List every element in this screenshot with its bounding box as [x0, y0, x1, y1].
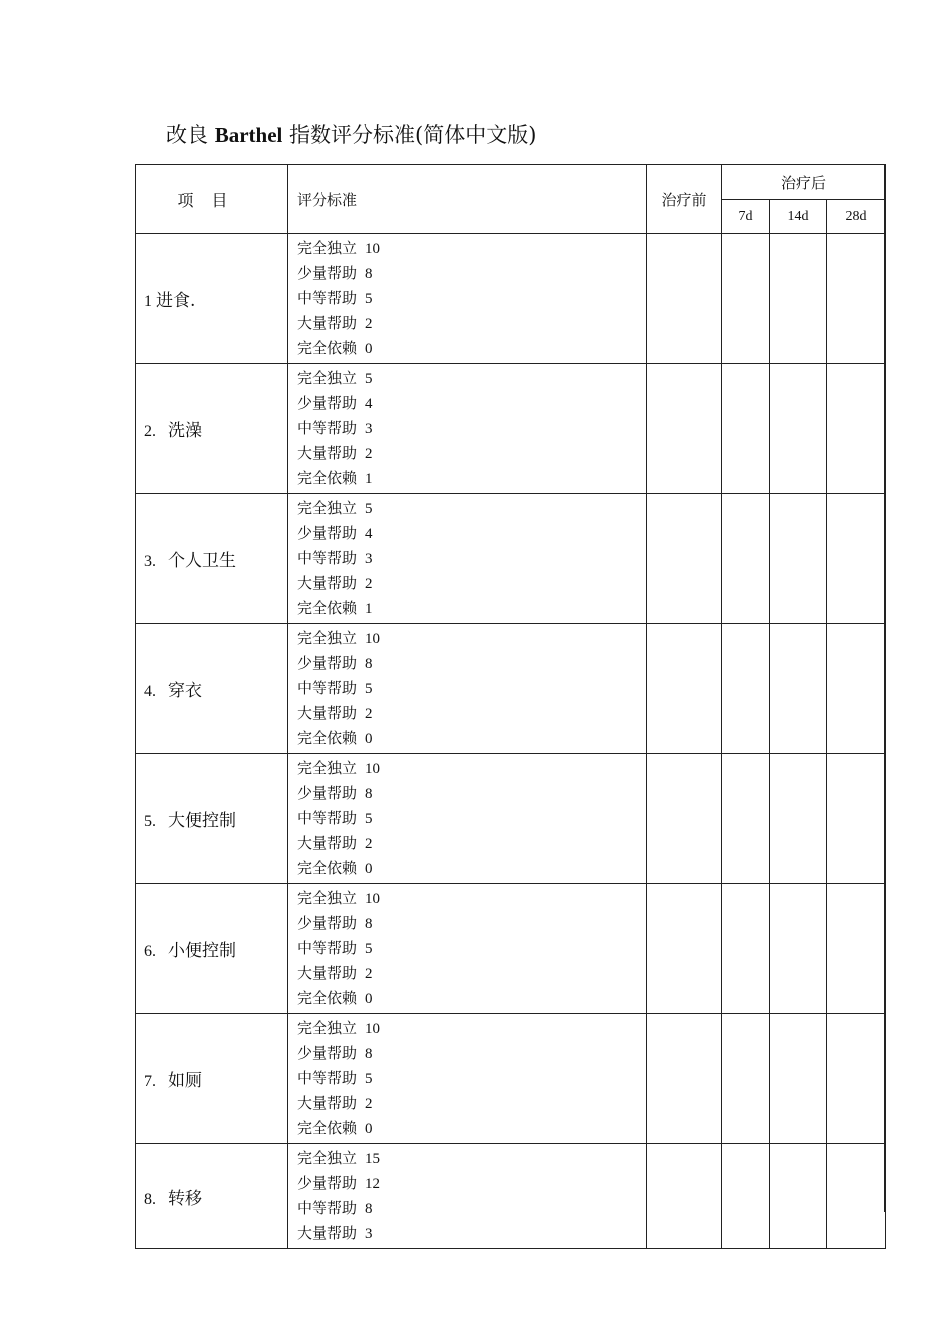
criteria-score: 1: [365, 601, 373, 617]
criteria-line: [297, 676, 646, 701]
table-row: [136, 624, 886, 754]
criteria-line: [297, 961, 646, 986]
item-number: 2.: [144, 423, 156, 440]
criteria-score: 0: [365, 991, 373, 1007]
table-row: [136, 884, 886, 1014]
day-28-cell[interactable]: [827, 494, 886, 624]
criteria-cell: [288, 364, 647, 494]
item-cell: [136, 1014, 288, 1144]
day-7-cell[interactable]: [722, 1014, 770, 1144]
item-label: 穿衣: [168, 681, 202, 701]
item-label: 进食.: [156, 291, 196, 311]
criteria-text: 少量帮助: [297, 1044, 358, 1062]
criteria-score: 0: [365, 861, 373, 877]
item-cell: [136, 754, 288, 884]
criteria-line: [297, 466, 646, 491]
criteria-text: 中等帮助: [297, 679, 358, 697]
item-cell: [136, 884, 288, 1014]
before-treatment-cell[interactable]: [647, 754, 722, 884]
criteria-text: 中等帮助: [297, 1199, 358, 1217]
criteria-text: 少量帮助: [297, 1174, 358, 1192]
header-day-28: 28d: [827, 200, 886, 234]
criteria-text: 完全依赖: [297, 859, 358, 877]
criteria-text: 中等帮助: [297, 939, 358, 957]
criteria-text: 少量帮助: [297, 784, 358, 802]
criteria-score: 5: [365, 371, 373, 387]
criteria-line: [297, 1066, 646, 1091]
criteria-line: [297, 626, 646, 651]
criteria-line: [297, 986, 646, 1011]
criteria-score: 8: [365, 786, 373, 802]
criteria-text: 完全独立: [297, 1019, 358, 1037]
criteria-text: 少量帮助: [297, 524, 358, 542]
item-number: 5.: [144, 813, 156, 830]
day-14-cell[interactable]: [770, 364, 827, 494]
criteria-line: [297, 781, 646, 806]
before-treatment-cell[interactable]: [647, 234, 722, 364]
criteria-line: [297, 286, 646, 311]
criteria-line: [297, 1041, 646, 1066]
item-label: 小便控制: [168, 941, 236, 961]
header-day-14: 14d: [770, 200, 827, 234]
criteria-score: 5: [365, 291, 373, 307]
criteria-score: 5: [365, 501, 373, 517]
day-14-cell[interactable]: [770, 754, 827, 884]
title-suffix: 指数评分标准(简体中文版): [289, 123, 537, 147]
table-row: [136, 234, 886, 364]
criteria-text: 少量帮助: [297, 914, 358, 932]
item-number: 3.: [144, 553, 156, 570]
criteria-score: 10: [365, 761, 381, 777]
criteria-line: [297, 261, 646, 286]
criteria-score: 2: [365, 836, 373, 852]
criteria-text: 少量帮助: [297, 654, 358, 672]
criteria-text: 中等帮助: [297, 809, 358, 827]
day-7-cell[interactable]: [722, 1144, 770, 1249]
criteria-score: 8: [365, 656, 373, 672]
item-number: 6.: [144, 943, 156, 960]
criteria-score: 2: [365, 706, 373, 722]
criteria-line: [297, 1016, 646, 1041]
criteria-score: 2: [365, 966, 373, 982]
criteria-line: [297, 311, 646, 336]
criteria-line: [297, 441, 646, 466]
criteria-score: 0: [365, 341, 373, 357]
day-14-cell[interactable]: [770, 1014, 827, 1144]
criteria-score: 0: [365, 1121, 373, 1137]
criteria-line: [297, 336, 646, 361]
header-criteria: 评分标准: [288, 165, 647, 234]
criteria-cell: [288, 494, 647, 624]
criteria-score: 0: [365, 731, 373, 747]
criteria-score: 10: [365, 891, 381, 907]
criteria-score: 8: [365, 916, 373, 932]
criteria-text: 完全独立: [297, 239, 358, 257]
criteria-line: [297, 651, 646, 676]
criteria-text: 大量帮助: [297, 574, 358, 592]
criteria-score: 10: [365, 631, 381, 647]
criteria-score: 8: [365, 266, 373, 282]
criteria-score: 3: [365, 421, 373, 437]
criteria-line: [297, 546, 646, 571]
criteria-line: [297, 521, 646, 546]
table-row: [136, 1144, 886, 1249]
criteria-text: 完全独立: [297, 1149, 358, 1167]
criteria-text: 完全独立: [297, 889, 358, 907]
day-28-cell[interactable]: [827, 1014, 886, 1144]
criteria-score: 3: [365, 551, 373, 567]
item-cell: [136, 624, 288, 754]
day-14-cell[interactable]: [770, 494, 827, 624]
day-7-cell[interactable]: [722, 234, 770, 364]
criteria-text: 完全依赖: [297, 989, 358, 1007]
day-7-cell[interactable]: [722, 364, 770, 494]
day-7-cell[interactable]: [722, 624, 770, 754]
criteria-line: [297, 496, 646, 521]
criteria-text: 中等帮助: [297, 419, 358, 437]
criteria-line: [297, 366, 646, 391]
criteria-score: 1: [365, 471, 373, 487]
criteria-text: 完全依赖: [297, 339, 358, 357]
criteria-line: [297, 1116, 646, 1141]
criteria-text: 完全独立: [297, 629, 358, 647]
criteria-score: 12: [365, 1176, 381, 1192]
criteria-text: 少量帮助: [297, 394, 358, 412]
criteria-text: 大量帮助: [297, 1094, 358, 1112]
criteria-score: 8: [365, 1201, 373, 1217]
header-item: 项目: [136, 165, 288, 234]
criteria-line: [297, 1221, 646, 1246]
criteria-cell: [288, 884, 647, 1014]
day-14-cell[interactable]: [770, 234, 827, 364]
item-cell: [136, 1144, 288, 1249]
criteria-text: 完全独立: [297, 369, 358, 387]
criteria-line: [297, 806, 646, 831]
title-bold: Barthel: [214, 123, 283, 147]
before-treatment-cell[interactable]: [647, 364, 722, 494]
criteria-score: 4: [365, 396, 373, 412]
criteria-text: 完全依赖: [297, 729, 358, 747]
criteria-line: [297, 726, 646, 751]
criteria-text: 大量帮助: [297, 964, 358, 982]
scoring-table: [135, 164, 886, 1249]
criteria-score: 8: [365, 1046, 373, 1062]
table-row: [136, 754, 886, 884]
criteria-line: [297, 571, 646, 596]
item-label: 洗澡: [168, 421, 202, 441]
title-prefix: 改良: [166, 123, 208, 147]
criteria-text: 完全独立: [297, 759, 358, 777]
criteria-text: 完全依赖: [297, 599, 358, 617]
day-28-cell[interactable]: [827, 1144, 886, 1249]
criteria-score: 15: [365, 1151, 381, 1167]
criteria-text: 完全独立: [297, 499, 358, 517]
day-28-cell[interactable]: [827, 884, 886, 1014]
day-14-cell[interactable]: [770, 884, 827, 1014]
before-treatment-cell[interactable]: [647, 1144, 722, 1249]
criteria-text: 大量帮助: [297, 314, 358, 332]
criteria-cell: [288, 624, 647, 754]
criteria-line: [297, 886, 646, 911]
item-cell: [136, 364, 288, 494]
criteria-cell: [288, 754, 647, 884]
item-cell: [136, 234, 288, 364]
item-number: 8.: [144, 1190, 156, 1208]
criteria-score: 2: [365, 316, 373, 332]
criteria-text: 大量帮助: [297, 1224, 358, 1242]
criteria-score: 10: [365, 241, 381, 257]
table-row: [136, 1014, 886, 1144]
criteria-line: [297, 856, 646, 881]
criteria-line: [297, 1196, 646, 1221]
criteria-score: 5: [365, 1071, 373, 1087]
criteria-line: [297, 1091, 646, 1116]
criteria-text: 中等帮助: [297, 1069, 358, 1087]
criteria-line: [297, 756, 646, 781]
criteria-score: 4: [365, 526, 373, 542]
before-treatment-cell[interactable]: [647, 884, 722, 1014]
header-day-7: 7d: [722, 200, 770, 234]
criteria-line: [297, 1146, 646, 1171]
criteria-score: 5: [365, 811, 373, 827]
criteria-score: 10: [365, 1021, 381, 1037]
criteria-text: 大量帮助: [297, 444, 358, 462]
criteria-score: 3: [365, 1226, 373, 1242]
header-before-treatment: 治疗前: [647, 165, 722, 234]
item-cell: [136, 494, 288, 624]
criteria-text: 完全依赖: [297, 469, 358, 487]
day-28-cell[interactable]: [827, 754, 886, 884]
criteria-text: 大量帮助: [297, 834, 358, 852]
day-14-cell[interactable]: [770, 1144, 827, 1249]
table-right-edge: [884, 164, 886, 1212]
before-treatment-cell[interactable]: [647, 624, 722, 754]
table-row: [136, 364, 886, 494]
table-row: [136, 494, 886, 624]
criteria-score: 2: [365, 576, 373, 592]
item-label: 如厕: [168, 1071, 202, 1091]
criteria-cell: [288, 1014, 647, 1144]
item-number: 7.: [144, 1073, 156, 1090]
criteria-line: [297, 911, 646, 936]
criteria-text: 大量帮助: [297, 704, 358, 722]
criteria-line: [297, 936, 646, 961]
criteria-score: 2: [365, 446, 373, 462]
item-label: 个人卫生: [168, 551, 236, 571]
day-28-cell[interactable]: [827, 624, 886, 754]
criteria-score: 2: [365, 1096, 373, 1112]
day-28-cell[interactable]: [827, 364, 886, 494]
item-label: 转移: [168, 1188, 202, 1209]
criteria-cell: [288, 1144, 647, 1249]
criteria-text: 中等帮助: [297, 549, 358, 567]
document-title: [166, 120, 536, 150]
day-7-cell[interactable]: [722, 494, 770, 624]
day-14-cell[interactable]: [770, 624, 827, 754]
item-number: 1: [144, 293, 152, 310]
header-after-treatment: 治疗后: [722, 165, 886, 200]
criteria-line: [297, 236, 646, 261]
criteria-text: 中等帮助: [297, 289, 358, 307]
day-28-cell[interactable]: [827, 234, 886, 364]
day-7-cell[interactable]: [722, 884, 770, 1014]
criteria-text: 少量帮助: [297, 264, 358, 282]
before-treatment-cell[interactable]: [647, 494, 722, 624]
criteria-score: 5: [365, 941, 373, 957]
item-label: 大便控制: [168, 811, 236, 831]
criteria-line: [297, 391, 646, 416]
criteria-line: [297, 1171, 646, 1196]
criteria-line: [297, 701, 646, 726]
day-7-cell[interactable]: [722, 754, 770, 884]
criteria-cell: [288, 234, 647, 364]
criteria-line: [297, 596, 646, 621]
criteria-line: [297, 831, 646, 856]
criteria-line: [297, 416, 646, 441]
item-number: 4.: [144, 683, 156, 700]
criteria-text: 完全依赖: [297, 1119, 358, 1137]
criteria-score: 5: [365, 681, 373, 697]
before-treatment-cell[interactable]: [647, 1014, 722, 1144]
